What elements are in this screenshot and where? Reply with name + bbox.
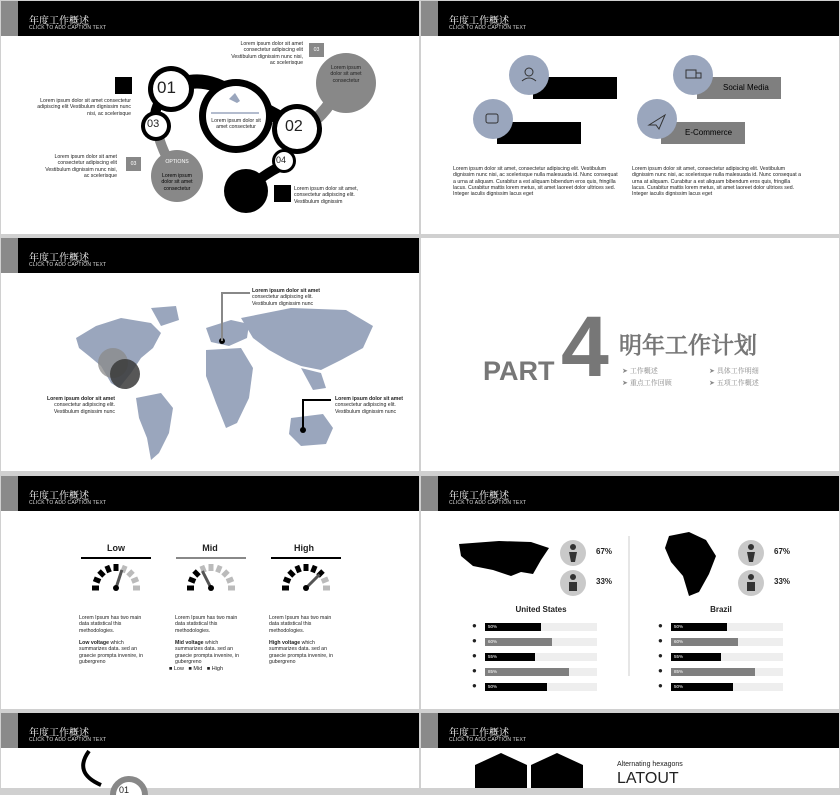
header-title: 年度工作概述 [449, 16, 509, 27]
part-item-4: ➤ 五项工作概述 [709, 380, 759, 387]
part-item-3-label: 重点工作回顾 [629, 380, 672, 387]
br-row-icon-2: ● [658, 651, 663, 660]
header-caption: CLICK TO ADD CAPTION TEXT [449, 500, 527, 506]
options-text: Lorem ipsum dolor sit amet consectetur [161, 173, 193, 192]
br-bar-label-4: 50% [674, 684, 684, 689]
br-bar-4 [671, 683, 783, 691]
gauge-desc-1: Lorem Ipsum has two main data statistical this methodologies. [79, 615, 142, 634]
header-title: 年度工作概述 [29, 491, 89, 502]
social-media-label: Social Media [723, 83, 769, 92]
slide-3[interactable] [1, 238, 419, 471]
bubble-num-01: 01 [157, 78, 176, 97]
br-row-icon-3: ● [658, 666, 663, 675]
header-caption: CLICK TO ADD CAPTION TEXT [29, 500, 107, 506]
gauge-desc-3: Lorem Ipsum has two main data statistical this methodologies. [269, 615, 332, 634]
us-bar-label-4: 50% [488, 684, 498, 689]
gauge-label-high: High [294, 543, 314, 553]
part-item-2: ➤ 具体工作明细 [709, 368, 759, 375]
header-caption: CLICK TO ADD CAPTION TEXT [449, 25, 527, 31]
bubble-num-04: 04 [276, 155, 287, 165]
us-bar-label-1: 60% [488, 639, 498, 644]
gauge-sub-2-bold: Mid voltage [175, 640, 204, 646]
callout-right-body: consectetur adipiscing elit. Vestibulum dignissim nunc [335, 402, 397, 415]
slide-2[interactable] [421, 1, 839, 234]
part-item-3: ➤ 重点工作回顾 [622, 380, 672, 387]
slide-7[interactable] [1, 713, 419, 795]
center-bubble-text: Lorem ipsum dolor sit amet consectetur [211, 118, 261, 131]
us-bar-3 [485, 668, 597, 676]
callout-top-body: consectetur adipiscing elit. Vestibulum dignissim nunc [252, 294, 314, 307]
gauge-sub-1-bold: Low voltage [79, 640, 109, 646]
slide-6[interactable] [421, 476, 839, 709]
bubble-num-01: 01 [119, 785, 130, 795]
header-caption: CLICK TO ADD CAPTION TEXT [449, 737, 527, 743]
part-label: PART [483, 356, 555, 386]
us-row-icon-1: ● [472, 636, 477, 645]
gauge-label-low: Low [107, 543, 125, 553]
gauge-sub-2-text: which summarizes data. sed an graecie prompta invenire, in gubergreno [175, 640, 240, 665]
gauge-1 [176, 558, 246, 591]
callout-left-body: consectetur adipiscing elit. Vestibulum dignissim nunc [53, 402, 115, 415]
us-bar-label-0: 50% [488, 624, 498, 629]
callout-top-bold: Lorem ipsum dolor sit amet [252, 288, 321, 294]
br-bar-3 [671, 668, 783, 676]
us-bar-2 [485, 653, 597, 661]
header-title: 年度工作概述 [29, 16, 89, 27]
callout-left-bold: Lorem ipsum dolor sit amet [46, 396, 115, 402]
us-bar-1 [485, 638, 597, 646]
header-caption: CLICK TO ADD CAPTION TEXT [29, 262, 107, 268]
body-text-right: Lorem ipsum dolor sit amet, consectetur adipiscing elit. Vestibulum dignissim nunc nisi, ac scelerisque nulla malesuada id. Nunc consequat a urna at aliquam. Curabitur a est aliquam bibendum eros quis, fringilla lacus. Curabitur mattis lorem metus, sit amet laoreet dolor ultrices sed. Integer iaculis dignissim lacus eget [632, 166, 801, 198]
header-caption: CLICK TO ADD CAPTION TEXT [29, 737, 107, 743]
header-title: 年度工作概述 [449, 728, 509, 739]
country-brazil: Brazil [710, 605, 732, 614]
part-title: 明年工作计划 [619, 332, 757, 358]
alt-hexagons-label: Alternating hexagons [617, 761, 683, 768]
br-bar-0 [671, 623, 783, 631]
br-bar-1 [671, 638, 783, 646]
br-row-icon-4: ● [658, 681, 663, 690]
bubble-num-02: 02 [285, 118, 303, 135]
options-label: OPTIONS [165, 159, 189, 165]
header-caption: CLICK TO ADD CAPTION TEXT [29, 25, 107, 31]
us-pct-female: 67% [596, 547, 613, 556]
us-bar-label-3: 85% [488, 669, 498, 674]
gauge-sub-1-text: which summarizes data. sed an graecie prompta invenire, in gubergreno [79, 640, 144, 665]
br-bar-label-1: 60% [674, 639, 684, 644]
tag-03-top: 03 [309, 43, 324, 57]
gauge-2 [271, 558, 341, 591]
gauge-legend: ■ Low ■ Mid ■ High [169, 666, 224, 672]
bubble-diagram-partial [1, 713, 419, 788]
header-title: 年度工作概述 [29, 253, 89, 264]
legend-high: High [211, 666, 224, 672]
br-bar-label-2: 55% [674, 654, 684, 659]
gauge-0 [81, 558, 151, 591]
gauge-desc-2: Lorem Ipsum has two main data statistical this methodologies. [175, 615, 238, 634]
right-bubble-text: Lorem ipsum dolor sit amet consectetur [330, 65, 362, 84]
part-item-1: ➤ 工作概述 [622, 368, 658, 375]
gauge-sub-3-bold: High voltage [269, 640, 301, 646]
gauge-sub-1 [79, 640, 147, 665]
legend-low: Low [173, 666, 184, 672]
bubble-num-03: 03 [147, 118, 160, 130]
us-row-icon-0: ● [472, 621, 477, 630]
gauge-sub-2 [175, 640, 243, 665]
text-right-low: Lorem ipsum dolor sit amet, consectetur adipiscing elit. Vestibulum dignissim [294, 186, 359, 205]
text-left-low: Lorem ipsum dolor sit amet consectetur adipiscing elit Vestibulum dignissim nunc nisi, ac scelerisque [45, 154, 117, 179]
gauge-sub-3-text: which summarizes data. sed an graecie prompta invenire, in gubergreno [269, 640, 334, 665]
tag-03-left: 03 [126, 157, 141, 171]
text-top: Lorem ipsum dolor sit amet consectetur adipiscing elit Vestibulum dignissim nunc nisi, ac scelerisque [231, 41, 303, 66]
country-us: United States [515, 605, 567, 614]
slide-8[interactable] [421, 713, 839, 788]
br-row-icon-0: ● [658, 621, 663, 630]
us-row-icon-4: ● [472, 681, 477, 690]
callout-top [252, 288, 324, 307]
br-row-icon-1: ● [658, 636, 663, 645]
us-bar-label-2: 55% [488, 654, 498, 659]
br-bar-label-0: 50% [674, 624, 684, 629]
body-text-left: Lorem ipsum dolor sit amet, consectetur adipiscing elit. Vestibulum dignissim nunc nisi, ac scelerisque nulla malesuada id. Nunc consequat a urna at aliquam. Curabitur a est aliquam bibendum eros quis, fringilla lacus. Curabitur mattis lorem metus, sit amet laoreet dolor ultrices sed. Integer iaculis dignissim lacus eget [453, 166, 618, 198]
slide-4[interactable] [421, 238, 839, 471]
callout-right-bold: Lorem ipsum dolor sit amet [335, 396, 404, 402]
slide-1[interactable] [1, 1, 419, 234]
text-left: Lorem ipsum dolor sit amet consectetur adipiscing elit Vestibulum dignissim nunc nisi, ac scelerisque [37, 98, 131, 117]
header-title: 年度工作概述 [29, 728, 89, 739]
part-item-4-label: 五项工作概述 [716, 380, 759, 387]
br-pct-male: 33% [774, 577, 791, 586]
world-map [1, 238, 419, 471]
br-pct-female: 67% [774, 547, 791, 556]
br-bar-2 [671, 653, 783, 661]
part-item-2-label: 具体工作明细 [716, 368, 759, 375]
ecommerce-label: E-Commerce [685, 128, 733, 137]
gauge-sub-3 [269, 640, 337, 665]
us-bar-4 [485, 683, 597, 691]
part-item-1-label: 工作概述 [629, 368, 658, 375]
legend-mid: Mid [193, 666, 203, 672]
us-row-icon-2: ● [472, 651, 477, 660]
callout-left [41, 396, 115, 415]
gauge-label-mid: Mid [202, 543, 218, 553]
icon-circles [421, 1, 839, 234]
us-bar-0 [485, 623, 597, 631]
us-row-icon-3: ● [472, 666, 477, 675]
slide-5[interactable] [1, 476, 419, 709]
us-pct-male: 33% [596, 577, 613, 586]
header-title: 年度工作概述 [449, 491, 509, 502]
part-number: 4 [561, 299, 609, 395]
gauges [1, 476, 419, 709]
br-bar-label-3: 85% [674, 669, 684, 674]
latout-title: LATOUT [617, 770, 679, 787]
callout-right [335, 396, 407, 415]
